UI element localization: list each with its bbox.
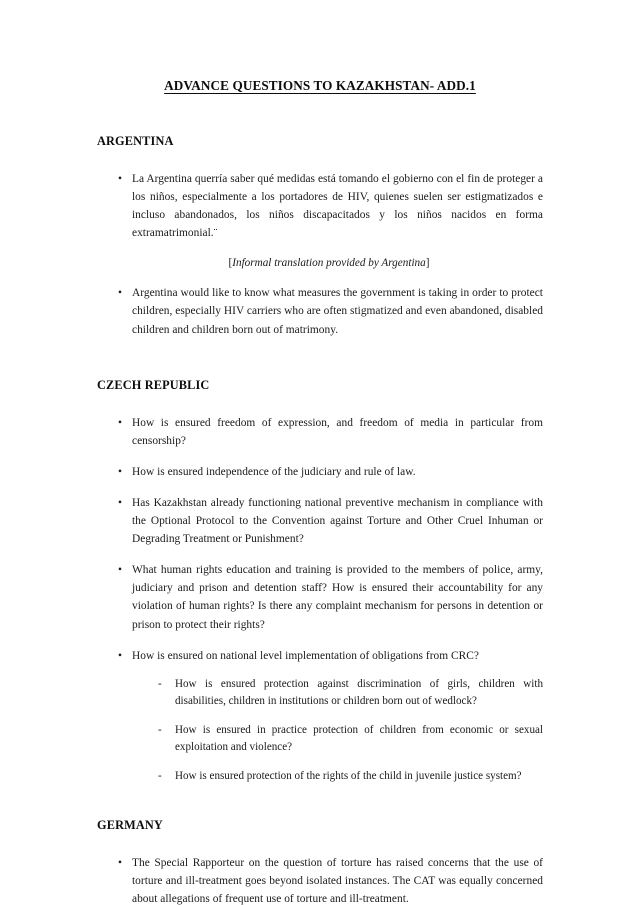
sub-list-item-text: How is ensured protection against discrimination of girls, children with disabilities, children in institutions or children born out of wedlock?: [175, 677, 543, 708]
section-heading-germany: GERMANY: [97, 817, 163, 832]
bullet-marker: •: [118, 496, 123, 509]
list-item-text: Argentina would like to know what measures the government is taking in order to protect children, especially HIV carriers who are often stigmatized and even abandoned, disabled children and children born out of matrimony.: [132, 287, 543, 336]
list-item: [97, 647, 543, 665]
bullet-marker: •: [118, 856, 123, 869]
bullet-marker: •: [118, 287, 123, 300]
dash-marker: -: [158, 723, 162, 736]
bullet-marker: •: [118, 465, 123, 478]
note-open-bracket: [: [228, 257, 233, 270]
dash-marker: -: [158, 677, 162, 690]
list-item: [97, 284, 543, 338]
spacer: [97, 272, 543, 284]
spacer: [97, 833, 543, 854]
bullet-marker: •: [118, 416, 123, 429]
bullet-marker: •: [118, 564, 123, 577]
list-item-text: La Argentina querría saber qué medidas está tomando el gobierno con el fin de proteger a los niños, especialmente a los portadores de HIV, quienes suelen ser estigmatizados e incluso abandonados, los niños discapacitados y los niños nacidos en forma extramatrimonial.¨: [132, 173, 543, 240]
list-item: [97, 494, 543, 548]
spacer: [97, 149, 543, 170]
list-item-text: How is ensured freedom of expression, and freedom of media in particular from censorship?: [132, 416, 543, 447]
page-title-text: ADVANCE QUESTIONS TO KAZAKHSTAN- ADD.1: [164, 78, 476, 93]
spacer: [97, 665, 543, 676]
spacer: [97, 450, 543, 463]
spacer: [97, 393, 543, 414]
list-item: [97, 463, 543, 481]
bullet-marker: •: [118, 173, 123, 185]
list-item-text: How is ensured independence of the judiciary and rule of law.: [132, 465, 416, 478]
bullet-marker: •: [118, 649, 123, 662]
sub-list-item-text: How is ensured protection of the rights of the child in juvenile justice system?: [175, 770, 522, 783]
spacer: [97, 481, 543, 494]
sub-list-item: [97, 768, 543, 786]
spacer: [97, 786, 543, 817]
sub-list-item-text: How is ensured in practice protection of children from economic or sexual exploitation and violence?: [175, 723, 543, 754]
spacer: [97, 339, 543, 377]
spacer: [97, 634, 543, 647]
spacer: [97, 757, 543, 768]
spacer: [97, 711, 543, 722]
dash-marker: -: [158, 770, 162, 783]
spacer: [97, 548, 543, 561]
translation-note: [97, 254, 543, 272]
list-item: [97, 854, 543, 905]
sub-list-item: [97, 722, 543, 757]
page-title: [0, 78, 640, 94]
list-item-text: Has Kazakhstan already functioning national preventive mechanism in compliance with the Optional Protocol to the Convention against Torture and Other Cruel Inhuman or Degrading Treatment or Punishment?: [132, 496, 543, 546]
note-text: Informal translation provided by Argentina: [232, 257, 426, 270]
section-heading-czech-republic: CZECH REPUBLIC: [97, 377, 210, 392]
list-item: [97, 170, 543, 242]
list-item-text: The Special Rapporteur on the question of torture has raised concerns that the use of torture and ill-treatment goes beyond isolated instances. The CAT was equally concerned about allegations of frequent use of torture and ill-treatment.: [132, 856, 543, 905]
list-item-text: How is ensured on national level implementation of obligations from CRC?: [132, 649, 479, 662]
document-body: [97, 133, 543, 905]
list-item-text: What human rights education and training is provided to the members of police, army, judiciary and prison and detention staff? How is ensured their accountability for any violation of human rights? Is there any complaint mechanism for persons in detention or prison to protect their rights?: [132, 564, 543, 631]
list-item: [97, 561, 543, 633]
sub-list-item: [97, 676, 543, 711]
note-close-bracket: ]: [425, 257, 430, 270]
spacer: [97, 242, 543, 254]
list-item: [97, 414, 543, 450]
section-heading-argentina: ARGENTINA: [97, 134, 174, 148]
